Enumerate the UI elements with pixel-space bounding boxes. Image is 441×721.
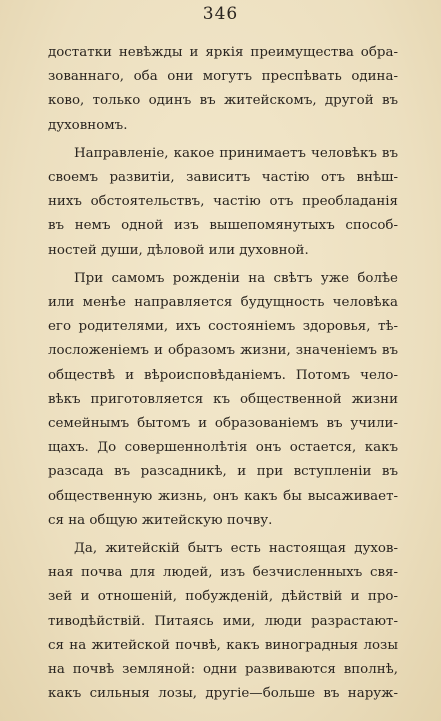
paragraph-4 bbox=[48, 537, 398, 706]
text-line: ся на общую житейскую почву. bbox=[48, 512, 273, 528]
text-line: духовномъ. bbox=[48, 117, 128, 133]
text-line: тиводѣйствій. Питаясь ими, люди разрастают- bbox=[48, 613, 398, 629]
text-line: вѣкъ приготовляется къ общественной жизни bbox=[48, 391, 398, 407]
text-line: или менѣе направляется будущность человѣка bbox=[48, 295, 398, 311]
text-line: нихъ обстоятельствъ, частію отъ преобладанія bbox=[48, 194, 398, 210]
body-text bbox=[48, 41, 398, 706]
paragraph-1 bbox=[48, 41, 398, 138]
text-line: какъ сильныя лозы, другіе—больше въ наруж- bbox=[48, 686, 398, 702]
text-line: въ немъ одной изъ вышепомянутыхъ способ- bbox=[48, 218, 398, 234]
page-number: 346 bbox=[202, 4, 239, 24]
text-line: общественную жизнь, онъ какъ бы высаживает- bbox=[48, 488, 398, 504]
text-line: на почвѣ земляной: одни развиваются вполнѣ, bbox=[48, 662, 398, 678]
text-line: семейнымъ бытомъ и образованіемъ въ учили- bbox=[48, 416, 398, 432]
text-line: своемъ развитіи, зависитъ частію отъ внѣш- bbox=[48, 170, 398, 186]
paragraph-3 bbox=[48, 267, 398, 533]
text-line: щахъ. До совершеннолѣтія онъ остается, какъ bbox=[48, 440, 398, 456]
text-line: лосложеніемъ и образомъ жизни, значеніемъ въ bbox=[48, 343, 398, 359]
text-line: Да, житейскій бытъ есть настоящая духов- bbox=[74, 541, 398, 557]
text-line: ностей души, дѣловой или духовной. bbox=[48, 242, 309, 258]
text-line: разсада въ разсадникѣ, и при вступленіи въ bbox=[48, 464, 398, 480]
text-line: Направленіе, какое принимаетъ человѣкъ въ bbox=[74, 145, 398, 161]
text-line: зованнаго, оба они могутъ преспѣвать одина- bbox=[48, 69, 398, 85]
text-line: При самомъ рожденіи на свѣтъ уже болѣе bbox=[74, 270, 398, 286]
text-line: ся на житейской почвѣ, какъ виноградныя лозы bbox=[48, 637, 398, 653]
paragraph-2 bbox=[48, 142, 398, 263]
text-line: обществѣ и вѣроисповѣданіемъ. Потомъ чело- bbox=[48, 367, 398, 383]
text-line: ная почва для людей, изъ безчисленныхъ свя- bbox=[48, 565, 398, 581]
text-line: зей и отношеній, побужденій, дѣйствій и про- bbox=[48, 589, 398, 605]
text-line: его родителями, ихъ состояніемъ здоровья, тѣ- bbox=[48, 319, 398, 335]
text-line: ково, только одинъ въ житейскомъ, другой въ bbox=[48, 93, 398, 109]
text-line: достатки невѣжды и яркія преимущества обра- bbox=[48, 45, 398, 60]
